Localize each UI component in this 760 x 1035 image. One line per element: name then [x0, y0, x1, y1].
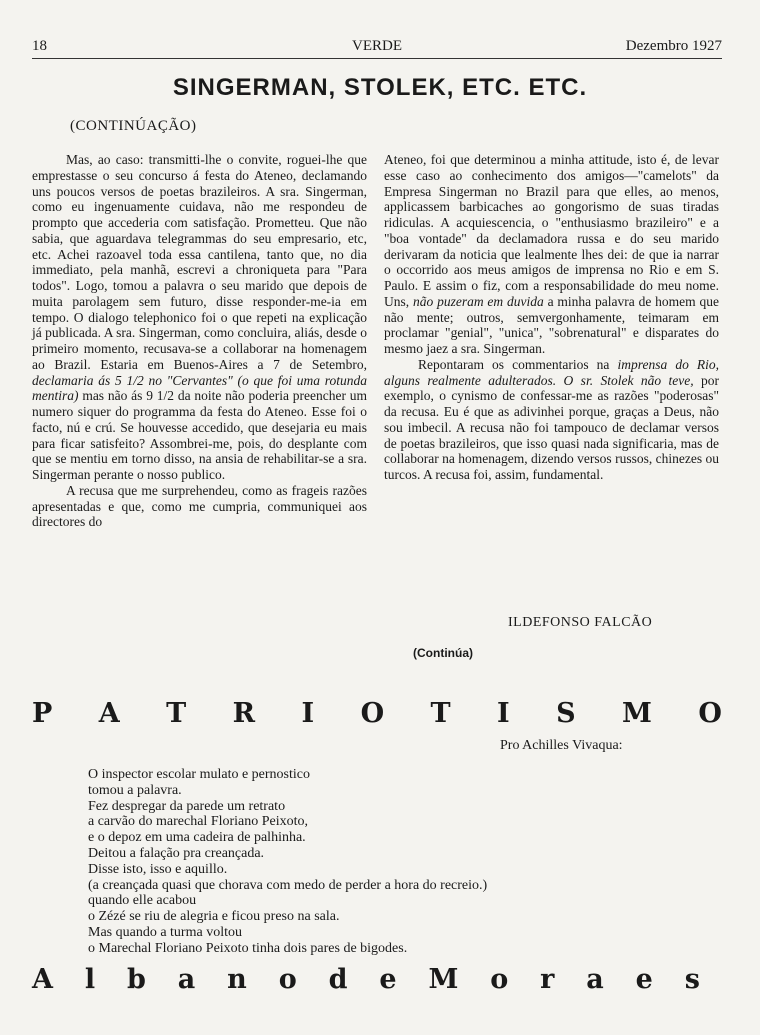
poem-body: [88, 767, 728, 957]
poem-title-letter: M: [622, 698, 652, 729]
poem-line: Fez despregar da parede um retrato: [88, 798, 286, 814]
poem-title-letter: O: [360, 698, 385, 729]
italic-text: declamaria ás 5 1/2 no "Cervantes" (o que foi uma rotunda mentira): [32, 372, 367, 404]
paragraph: A recusa que me surprehendeu, como as frageis razões apresentadas e que, como me cumpria, communiquei aos directores do: [32, 482, 367, 530]
poem-line: o Marechal Floriano Peixoto tinha dois pares de bigodes.: [88, 940, 408, 956]
paragraph-text: a minha palavra de homem que não mente; outros, semvergonhamente, teimaram em proclamar "genial", "unica", "sobrenatural" e disparates do mesmo jaez a sra. Singerman.: [384, 293, 719, 356]
poem-author-letter: n: [227, 964, 247, 995]
poem-author-letter: a: [177, 964, 196, 995]
italic-text: imprensa do Rio, alguns realmente adulterados. O sr. Stolek não teve,: [384, 356, 720, 388]
poem-title-letter: R: [232, 698, 256, 729]
poem-author-letter: b: [127, 964, 146, 995]
poem-title-letter: T: [166, 698, 187, 729]
italic-text: não puzeram em duvida: [412, 293, 544, 309]
poem-author-letter: e: [379, 964, 397, 995]
poem-title: [32, 698, 722, 729]
issue-date: Dezembro 1927: [625, 38, 722, 54]
poem-title-letter: S: [556, 698, 576, 729]
article-column-right: [384, 152, 719, 483]
poem-line: Mas quando a turma voltou: [88, 924, 242, 940]
poem-line: a carvão do marechal Floriano Peixoto,: [88, 814, 309, 830]
article-title: SINGERMAN, STOLEK, ETC. ETC.: [172, 74, 588, 101]
poem-title-letter: I: [497, 698, 510, 729]
poem-title-letter: P: [32, 698, 53, 729]
page-header: [32, 38, 722, 59]
poem-author: [32, 964, 700, 995]
paragraph-text: por exemplo, o cynismo de confessar-me as razões "poderosas" da recusa. Eu é que as adivinhei porque, graças a Deus, não sou imbecil. A recusa não foi tampouco de declamar versos de poetas brazileiros, que isso quasi nada significaria, mas de collaborar na homenagem, dizendo versos russos, chinezes ou turcos. A recusa foi, assim, fundamental.: [384, 372, 719, 482]
article-column-left: [32, 152, 367, 530]
poem-title-letter: I: [301, 698, 315, 729]
paragraph-text: mas não ás 9 1/2 da noite não poderia preencher um numero siquer do programma da festa do Ateneo. Esse foi o facto, nú e crú. Se houvesse accedido, que desejaria eu mais para ficar satisfeito? Assombrei-me, pois, do desplante com que se mentiu em torno disso, na ansia de rehabilitar-se a sra. Singerman perante o nosso publico.: [32, 388, 368, 482]
poem-title-letter: T: [430, 698, 451, 729]
magazine-name: VERDE: [352, 38, 402, 54]
poem-author-letter: d: [328, 964, 348, 995]
poem-author-letter: a: [586, 964, 604, 995]
article-subtitle: (CONTINÚAÇÃO): [70, 118, 197, 134]
poem-line: quando elle acabou: [88, 893, 197, 909]
poem-line: e o depoz em uma cadeira de palhinha.: [88, 830, 306, 846]
poem-line: Deitou a falação pra creançada.: [88, 845, 265, 861]
continued-note: (Continúa): [413, 646, 473, 660]
paragraph-text: Repontaram os commentarios na: [418, 356, 610, 372]
poem-title-letter: A: [98, 698, 120, 729]
poem-author-letter: o: [490, 964, 509, 995]
poem-line: tomou a palavra.: [88, 782, 182, 798]
poem-title-letter: O: [698, 698, 722, 729]
paragraph-text: Ateneo, foi que determinou a minha attitude, isto é, de levar esse caso ao conhecimento dos amigos—"camelots" da Empresa Singerman no Brazil para que elles, ao menos, applicassem barbicaches ao gongorismo de suas tiradas ridiculas. A acquiescencia, o "enthusiasmo brazileiro" e a "boa vontade" da declamadora russa e do seu marido derivaram da noticia que lealmente lhes dei: de que ia narrar o occorrido aos meus amigos de imprensa no Rio e em S. Paulo. E assim o fiz, com a responsabilidade do meu nome. Uns,: [384, 152, 719, 309]
poem-author-letter: l: [84, 964, 96, 995]
poem-author-letter: A: [32, 964, 53, 995]
poem-line: Disse isto, isso e aquillo.: [88, 861, 228, 877]
poem-author-letter: o: [278, 964, 297, 995]
poem-author-letter: e: [635, 964, 653, 995]
poem-line: (a creançada quasi que chorava com medo de perder a hora do recreio.): [88, 877, 488, 893]
author-signature: ILDEFONSO FALCÃO: [508, 615, 653, 630]
poem-author-letter: M: [428, 964, 459, 995]
paragraph: [32, 152, 367, 483]
page-number: 18: [32, 38, 47, 54]
poem-author-letter: s: [684, 964, 700, 995]
poem-author-letter: r: [540, 964, 555, 995]
poem-line: o Zézé se riu de alegria e ficou preso na sala.: [88, 909, 340, 925]
paragraph: [384, 357, 719, 483]
paragraph-text: Mas, ao caso: transmitti-lhe o convite, roguei-lhe que emprestasse o seu concurso á festa do Ateneo, declamando uns poucos versos de poetas brazileiros. A sra. Singerman, como eu ingenuamente cuidava, não me respondeu de prompto que accederia com satisfação. Prometteu. Que não sabia, que aguardava telegrammas do seu empresario, etc, etc. Achei razoavel toda essa cantilena, tanto que, no dia immediato, pela manhã, escrevi a chroniqueta para "Para todos". Logo, tomou a palavra o seu marido que depois de muita parolagem sem futuro, disse responder-me-ia em tempo. O dialogo telephonico foi o que repeti na explicação já publicada. A sra. Singerman, como concluira, aliás, desde o primeiro momento, recusava-se a collaborar na homenagem ao Brazil. Estaria em Buenos-Aires a 7 de Setembro,: [32, 152, 367, 372]
poem-line: O inspector escolar mulato e pernostico: [88, 767, 310, 782]
paragraph: [384, 152, 719, 357]
poem-dedication: Pro Achilles Vivaqua:: [500, 738, 623, 753]
